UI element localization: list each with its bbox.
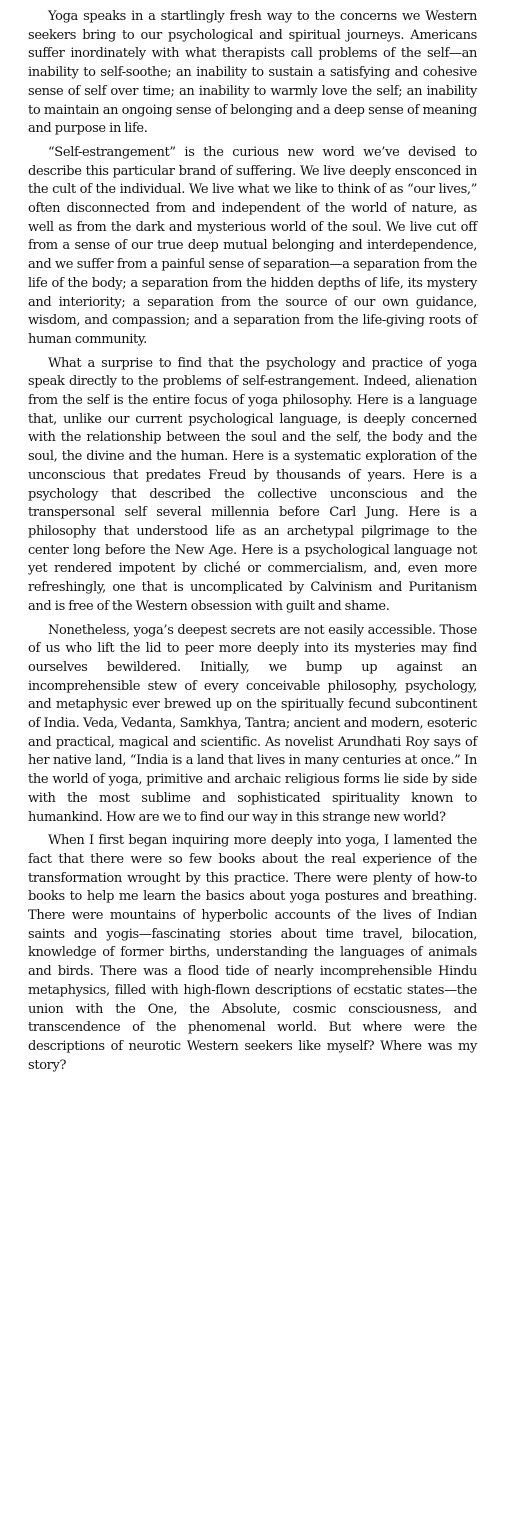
paragraph-1: Yoga speaks in a startlingly fresh way to the concerns we Western seekers bring to our psychological and spiritual journeys. Americans suffer inordinately with what therapists call problems of the self—an inability to self-soothe; an inability to sustain a satisfying and cohesive sense of self over time; an inability to warmly love the self; an inability to maintain an ongoing sense of belonging and a deep sense of meaning and purpose in life. <box>28 9 477 137</box>
paragraph-2: “Self-estrangement” is the curious new word we’ve devised to describe this particular brand of suffering. We live deeply ensconced in the cult of the individual. We live what we like to think of as “our lives,” often disconnected from and independent of the world of nature, as well as from the dark and mysterious world of the soul. We live cut off from a sense of our true deep mutual belonging and interdependence, and we suffer from a painful sense of separation—a separation from the life of the body; a separation from the hidden depths of life, its mystery and interiority; a separation from the source of our own guidance, wisdom, and compassion; and a separation from the life-giving roots of human community. <box>28 144 477 347</box>
paragraph-5: When I first began inquiring more deeply into yoga, I lamented the fact that there were so few books about the real experience of the transformation wrought by this practice. There were plenty of how-to books to help me learn the basics about yoga postures and breathing. There were mountains of hyperbolic accounts of the lives of Indian saints and yogis—fascinating stories about time travel, bilocation, knowledge of former births, understanding the languages of animals and birds. There was a flood tide of nearly incomprehensible Hindu metaphysics, filled with high-flown descriptions of ecstatic states—the union with the One, the Absolute, cosmic consciousness, and transcendence of the phenomenal world. But where were the descriptions of neurotic Western seekers like myself? Where was my story? <box>28 833 477 1073</box>
paragraph-3: What a surprise to find that the psychology and practice of yoga speak directly to the problems of self-estrangement. Indeed, alienation from the self is the entire focus of yoga philosophy. Here is a language that, unlike our current psychological language, is deeply concerned with the relationship between the soul and the self, the body and the soul, the divine and the human. Here is a systematic exploration of the unconscious that predates Freud by thousands of years. Here is a psychology that described the collective unconscious and the transpersonal self several millennia before Carl Jung. Here is a philosophy that understood life as an archetypal pilgrimage to the center long before the New Age. Here is a psychological language not yet rendered impotent by cliché or commercialism, and, even more refreshingly, one that is uncomplicated by Calvinism and Puritanism and is free of the Western obsession with guilt and shame. <box>28 355 477 614</box>
paragraph-4: Nonetheless, yoga’s deepest secrets are not easily accessible. Those of us who lift the lid to peer more deeply into its mysteries may find ourselves bewildered. Initially, we bump up against an incomprehensible stew of every conceivable philosophy, psychology, and metaphysic ever brewed up on the spiritually fecund subcontinent of India. Veda, Vedanta, Samkhya, Tantra; ancient and modern, esoteric and practical, magical and scientific. As novelist Arundhati Roy says of her native land, “India is a land that lives in many centuries at once.” In the world of yoga, primitive and archaic religious forms lie side by side with the most sublime and sophisticated spirituality known to humankind. How are we to find our way in this strange new world? <box>28 622 477 825</box>
